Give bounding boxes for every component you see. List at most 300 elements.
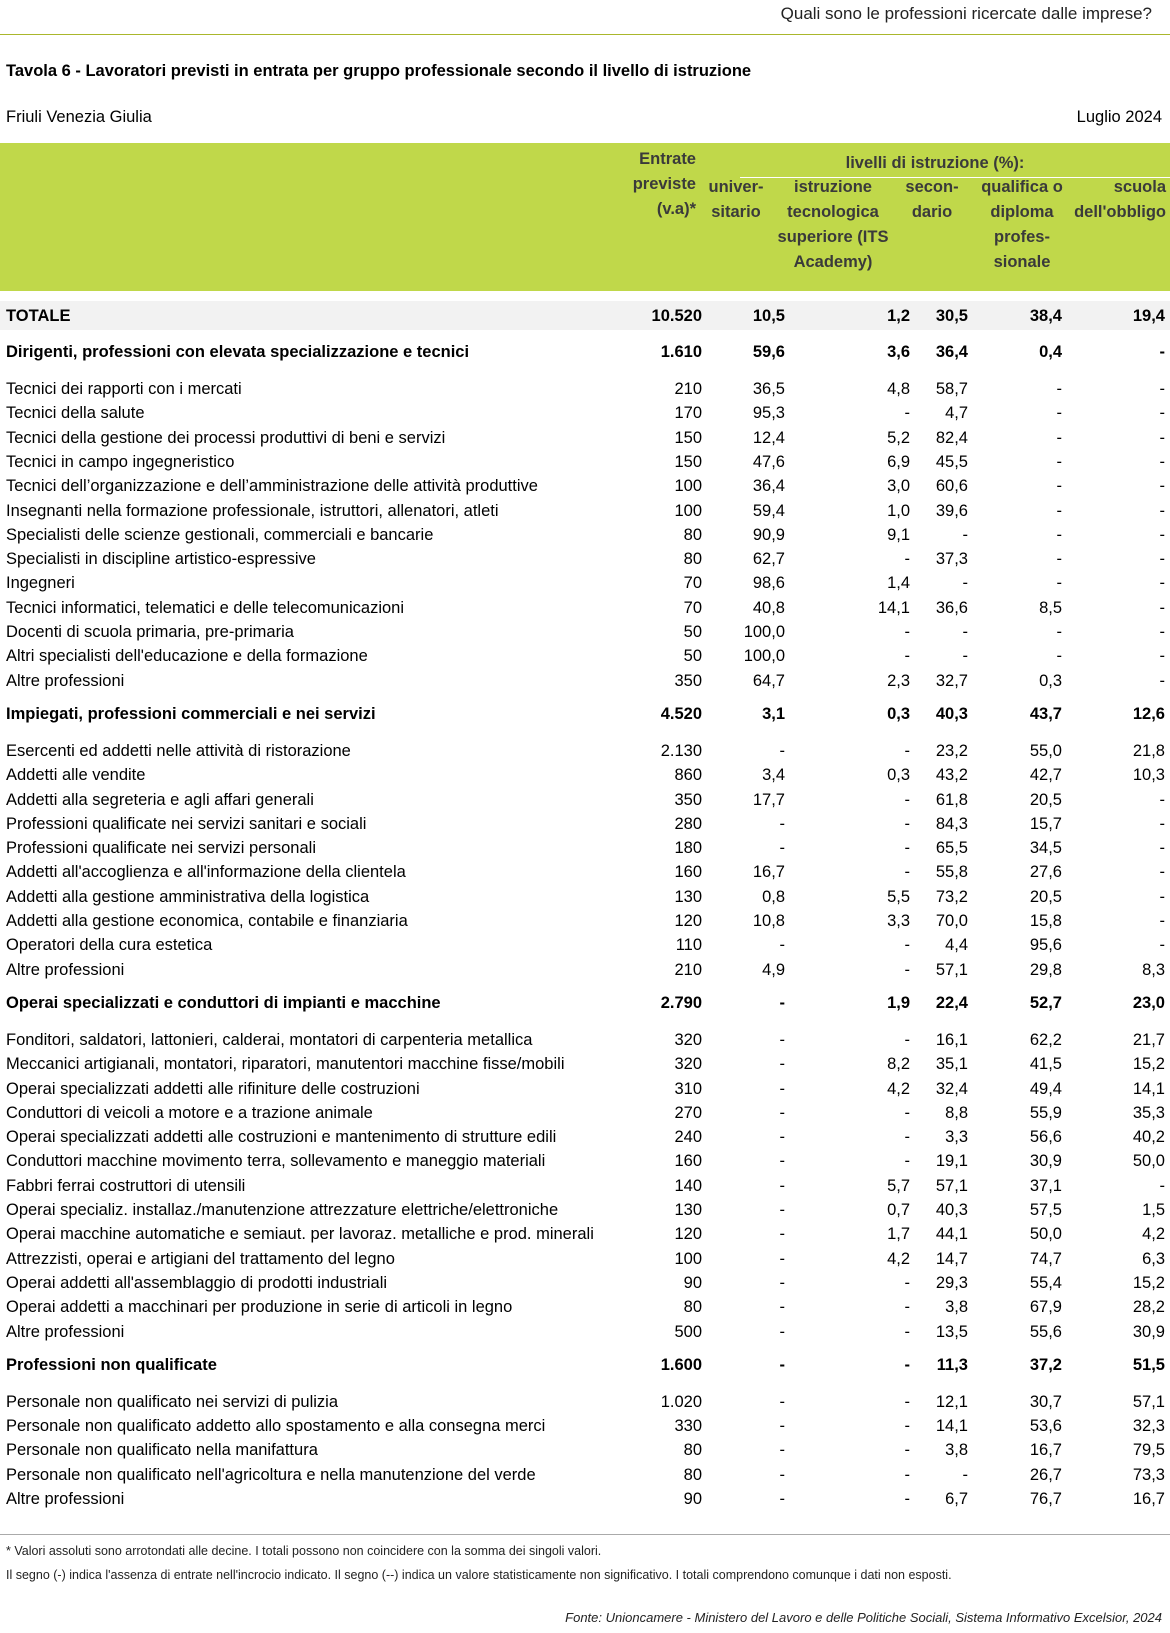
row-value: -	[962, 574, 968, 593]
total-row	[0, 304, 1170, 328]
row-value: 32,7	[935, 671, 968, 690]
row-value: 10,8	[752, 912, 785, 930]
row-value: -	[1159, 380, 1165, 398]
row-value: -	[1159, 790, 1165, 809]
row-value: -	[779, 1441, 785, 1460]
row-value: -	[779, 1273, 785, 1292]
table-row	[0, 788, 1170, 812]
row-value: 50	[683, 623, 702, 641]
row-value: 3,8	[945, 1298, 968, 1317]
row-value: 50,0	[1132, 1152, 1165, 1171]
row-value: 42,7	[1029, 766, 1062, 785]
row-value: -	[1159, 550, 1165, 569]
row-label: Fonditori, saldatori, lattonieri, calderai, montatori di carpenteria metallica	[6, 1030, 533, 1049]
row-value: 2,3	[887, 671, 910, 690]
row-value: -	[904, 1355, 910, 1374]
row-value: -	[779, 1152, 785, 1171]
row-value: 36,4	[935, 343, 968, 361]
row-label: Conduttori di veicoli a motore e a trazione animale	[6, 1103, 373, 1122]
table-row	[0, 571, 1170, 595]
row-value: 70	[683, 574, 702, 593]
table-row	[0, 1271, 1170, 1295]
row-value: 16,7	[1132, 1490, 1165, 1508]
row-value: 500	[674, 1322, 702, 1341]
row-label: Altri specialisti dell'educazione e della formazione	[6, 647, 368, 666]
row-value: 8,2	[887, 1055, 910, 1074]
row-value: 70	[683, 598, 702, 617]
table-title: Tavola 6 - Lavoratori previsti in entrata per gruppo professionale secondo il livello di istruzione	[6, 62, 752, 80]
col-obbligo-header	[1074, 175, 1166, 225]
row-value: 160	[674, 1152, 702, 1171]
table-row	[0, 836, 1170, 860]
row-value: -	[1159, 1176, 1165, 1195]
row-value: 4,2	[887, 1249, 910, 1268]
row-value: 100	[674, 477, 702, 496]
row-value: 57,1	[935, 1176, 968, 1195]
row-value: 1,0	[887, 501, 910, 520]
row-value: 10,3	[1132, 766, 1165, 785]
row-value: 19,4	[1132, 307, 1165, 325]
row-value: 59,6	[752, 343, 785, 361]
col-secondario-line: secon-	[905, 178, 959, 196]
table-row	[0, 812, 1170, 836]
row-value: -	[1159, 574, 1165, 593]
footnote: * Valori assoluti sono arrotondati alle decine. I totali possono non coincidere con la somma dei singoli valori.	[6, 1544, 602, 1558]
row-value: -	[904, 814, 910, 833]
row-value: -	[904, 1128, 910, 1147]
row-value: 50	[683, 647, 702, 666]
page-header-bar	[0, 0, 1170, 35]
group-row	[0, 991, 1170, 1015]
row-value: 240	[674, 1128, 702, 1147]
row-value: 65,5	[935, 839, 968, 858]
col-qualifica-line: diploma	[990, 203, 1054, 221]
row-value: 76,7	[1029, 1490, 1062, 1508]
row-value: -	[1159, 936, 1165, 955]
row-value: 1.020	[660, 1392, 702, 1411]
row-value: 280	[674, 814, 702, 833]
row-value: 1,4	[887, 574, 910, 593]
row-value: 13,5	[935, 1322, 968, 1341]
row-value: 3,3	[887, 912, 910, 930]
row-value: -	[1159, 863, 1165, 882]
row-value: 20,5	[1029, 790, 1062, 809]
row-value: 0,4	[1039, 343, 1062, 361]
table-row	[0, 523, 1170, 547]
row-value: 6,7	[945, 1490, 968, 1508]
row-value: 79,5	[1132, 1441, 1165, 1460]
row-value: 45,5	[935, 452, 968, 471]
row-value: 1.610	[660, 343, 702, 361]
row-label: Operai specializzati addetti alle costruzioni e mantenimento di strutture edili	[6, 1128, 557, 1147]
row-value: -	[779, 814, 785, 833]
row-value: 1,2	[887, 307, 910, 325]
table-row	[0, 958, 1170, 982]
col-entrate-line: previste	[632, 175, 696, 193]
row-value: -	[904, 1152, 910, 1171]
row-value: 210	[674, 380, 702, 398]
row-value: 3,6	[887, 343, 910, 361]
row-value: 350	[674, 671, 702, 690]
row-value: 11,3	[936, 1355, 968, 1374]
row-value: 9,1	[887, 525, 910, 544]
row-value: 12,1	[935, 1392, 968, 1411]
row-label: Personale non qualificato addetto allo spostamento e alla consegna merci	[6, 1417, 546, 1436]
row-value: -	[1056, 380, 1062, 398]
row-value: 50,0	[1029, 1225, 1062, 1244]
row-value: -	[904, 1392, 910, 1411]
row-value: 4,7	[945, 404, 968, 423]
row-value: -	[904, 1465, 910, 1484]
row-value: 58,7	[935, 380, 968, 398]
row-label: Addetti alle vendite	[6, 766, 146, 785]
row-value: 23,0	[1132, 993, 1165, 1012]
row-value: 35,3	[1132, 1103, 1165, 1122]
row-label: Addetti alla gestione amministrativa della logistica	[6, 887, 370, 906]
row-value: 55,8	[935, 863, 968, 882]
row-value: -	[779, 1079, 785, 1098]
row-value: 80	[683, 525, 702, 544]
row-value: 15,8	[1029, 912, 1062, 930]
table-row	[0, 1028, 1170, 1052]
row-value: 32,4	[935, 1079, 968, 1098]
row-value: -	[904, 1298, 910, 1317]
row-label: Personale non qualificato nella manifattura	[6, 1441, 318, 1460]
row-value: 4,2	[1142, 1225, 1165, 1244]
row-value: 27,6	[1029, 863, 1062, 882]
row-value: -	[904, 790, 910, 809]
col-its-line: superiore (ITS	[777, 228, 889, 246]
row-value: -	[779, 1030, 785, 1049]
row-value: 6,3	[1142, 1249, 1165, 1268]
row-value: -	[779, 1298, 785, 1317]
row-value: 120	[674, 912, 702, 930]
row-label: Addetti all'accoglienza e all'informazione della clientela	[6, 863, 406, 882]
row-label: Personale non qualificato nell'agricoltura e nella manutenzione del verde	[6, 1465, 536, 1484]
row-value: 21,8	[1132, 741, 1165, 760]
row-value: -	[779, 1225, 785, 1244]
row-value: 1.600	[660, 1355, 702, 1374]
col-livelli-header: livelli di istruzione (%):	[845, 154, 1025, 172]
row-value: -	[904, 1322, 910, 1341]
col-its-line: tecnologica	[787, 203, 879, 221]
table-row	[0, 1149, 1170, 1173]
row-value: 80	[683, 1441, 702, 1460]
row-value: -	[1159, 452, 1165, 471]
row-value: -	[904, 863, 910, 882]
row-value: 55,0	[1029, 741, 1062, 760]
table-row	[0, 1295, 1170, 1319]
col-obbligo-line: scuola	[1113, 178, 1166, 196]
table-row	[0, 1320, 1170, 1344]
row-value: 16,1	[935, 1030, 968, 1049]
row-value: -	[779, 1103, 785, 1122]
row-value: 15,2	[1132, 1055, 1165, 1074]
row-value: 15,2	[1132, 1273, 1165, 1292]
col-qualifica-line: qualifica o	[981, 178, 1063, 196]
col-its-header	[772, 175, 894, 275]
row-value: -	[962, 1465, 968, 1484]
row-value: 40,8	[752, 598, 785, 617]
table-row	[0, 1390, 1170, 1414]
row-value: 30,7	[1029, 1392, 1062, 1411]
row-label: Altre professioni	[6, 1490, 125, 1508]
row-value: 44,1	[935, 1225, 968, 1244]
row-value: 28,2	[1132, 1298, 1165, 1317]
region-label: Friuli Venezia Giulia	[6, 108, 152, 126]
row-label: Tecnici dell’organizzazione e dell’amministrazione delle attività produttive	[6, 477, 538, 496]
table-row	[0, 1438, 1170, 1462]
row-value: -	[904, 647, 910, 666]
table-row	[0, 1198, 1170, 1222]
row-value: 100	[674, 501, 702, 520]
row-value: 60,6	[935, 477, 968, 496]
table-row	[0, 1414, 1170, 1438]
row-value: 59,4	[752, 501, 785, 520]
row-value: 37,2	[1029, 1355, 1062, 1374]
row-value: 4.520	[660, 704, 702, 723]
row-value: 130	[674, 887, 702, 906]
row-label: Operai macchine automatiche e semiaut. per lavoraz. metalliche e prod. minerali	[6, 1225, 594, 1244]
row-value: 14,1	[935, 1417, 968, 1436]
col-secondario-line: dario	[911, 203, 953, 221]
row-value: -	[904, 1441, 910, 1460]
table-row	[0, 547, 1170, 571]
table-row	[0, 474, 1170, 498]
row-value: 23,2	[935, 741, 968, 760]
row-value: 57,5	[1029, 1201, 1062, 1219]
row-label: Tecnici informatici, telematici e delle telecomunicazioni	[6, 598, 405, 617]
table-row	[0, 499, 1170, 523]
row-value: 10.520	[651, 307, 702, 325]
row-value: -	[962, 525, 968, 544]
group-row	[0, 1353, 1170, 1377]
table-row	[0, 739, 1170, 763]
row-label: Tecnici della salute	[6, 404, 145, 423]
row-value: -	[1159, 887, 1165, 906]
row-value: 29,3	[935, 1273, 968, 1292]
row-value: 4,9	[762, 960, 785, 979]
row-label: Esercenti ed addetti nelle attività di ristorazione	[6, 741, 351, 760]
row-value: 64,7	[752, 671, 785, 690]
row-value: 56,6	[1029, 1128, 1062, 1147]
row-value: -	[779, 1128, 785, 1147]
row-value: 67,9	[1029, 1298, 1062, 1317]
col-its-line: istruzione	[794, 178, 872, 196]
row-value: 55,9	[1029, 1103, 1062, 1122]
row-value: 0,3	[887, 766, 910, 785]
table-row	[0, 596, 1170, 620]
row-value: 12,6	[1132, 704, 1165, 723]
row-value: 3,3	[945, 1128, 968, 1147]
row-value: -	[1056, 525, 1062, 544]
row-value: 320	[674, 1030, 702, 1049]
row-value: 8,8	[945, 1103, 968, 1122]
row-label: Tecnici della gestione dei processi produttivi di beni e servizi	[6, 428, 446, 447]
row-value: 37,1	[1029, 1176, 1062, 1195]
table-row	[0, 933, 1170, 957]
row-value: 19,1	[935, 1152, 968, 1171]
row-value: 210	[674, 960, 702, 979]
row-value: -	[904, 1417, 910, 1436]
row-value: 3,4	[762, 766, 785, 785]
row-label: Operai specializzati e conduttori di impianti e macchine	[6, 993, 441, 1012]
row-value: 21,7	[1132, 1030, 1165, 1049]
row-label: Personale non qualificato nei servizi di pulizia	[6, 1392, 339, 1411]
col-entrate-line: Entrate	[639, 150, 696, 168]
row-value: -	[1159, 814, 1165, 833]
row-value: -	[1056, 647, 1062, 666]
row-value: -	[1056, 550, 1062, 569]
row-value: 350	[674, 790, 702, 809]
row-value: 38,4	[1029, 307, 1062, 325]
row-value: -	[1159, 671, 1165, 690]
col-entrate-header	[633, 147, 696, 222]
row-value: 150	[674, 428, 702, 447]
row-value: 49,4	[1029, 1079, 1062, 1098]
row-value: -	[1159, 598, 1165, 617]
row-value: 95,6	[1029, 936, 1062, 955]
row-value: 52,7	[1029, 993, 1062, 1012]
row-value: 80	[683, 550, 702, 569]
row-label: TOTALE	[6, 307, 71, 325]
row-label: Docenti di scuola primaria, pre-primaria	[6, 623, 294, 641]
col-its-line: Academy)	[793, 253, 873, 271]
row-value: 62,7	[752, 550, 785, 569]
row-value: 70,0	[935, 912, 968, 930]
row-value: -	[779, 1201, 785, 1219]
table-row	[0, 1052, 1170, 1076]
table-row	[0, 1222, 1170, 1246]
row-value: 73,3	[1132, 1465, 1165, 1484]
row-value: 5,2	[887, 428, 910, 447]
row-value: 57,1	[935, 960, 968, 979]
row-value: 61,8	[935, 790, 968, 809]
row-label: Operai specializzati addetti alle rifiniture delle costruzioni	[6, 1079, 420, 1098]
row-value: 98,6	[752, 574, 785, 593]
row-value: 73,2	[935, 887, 968, 906]
row-value: -	[904, 1490, 910, 1508]
row-label: Impiegati, professioni commerciali e nei servizi	[6, 704, 376, 723]
row-value: -	[779, 1490, 785, 1508]
row-value: -	[1159, 839, 1165, 858]
row-value: 40,3	[935, 1201, 968, 1219]
row-value: 36,4	[752, 477, 785, 496]
row-value: 16,7	[752, 863, 785, 882]
row-label: Altre professioni	[6, 960, 125, 979]
row-value: 4,4	[945, 936, 968, 955]
row-value: 40,3	[935, 704, 968, 723]
row-label: Fabbri ferrai costruttori di utensili	[6, 1176, 246, 1195]
row-value: -	[904, 550, 910, 569]
row-value: 14,1	[877, 598, 910, 617]
row-value: 130	[674, 1201, 702, 1219]
row-value: -	[904, 741, 910, 760]
row-value: 90,9	[752, 525, 785, 544]
row-value: 120	[674, 1225, 702, 1244]
row-value: 0,8	[762, 887, 785, 906]
col-secondario-header	[894, 175, 970, 225]
row-value: 4,8	[887, 380, 910, 398]
row-value: 12,4	[752, 428, 785, 447]
row-value: -	[1159, 525, 1165, 544]
row-value: -	[1159, 912, 1165, 930]
row-label: Altre professioni	[6, 671, 125, 690]
col-obbligo-line: dell'obbligo	[1074, 203, 1166, 221]
row-value: 160	[674, 863, 702, 882]
row-value: -	[904, 839, 910, 858]
row-value: 17,7	[752, 790, 785, 809]
row-value: -	[779, 1417, 785, 1436]
row-value: 34,5	[1029, 839, 1062, 858]
group-row	[0, 340, 1170, 364]
row-value: -	[904, 1103, 910, 1122]
col-qualifica-line: sionale	[993, 253, 1051, 271]
col-entrate-line: (v.a)*	[656, 200, 696, 218]
row-value: -	[904, 404, 910, 423]
row-value: 310	[674, 1079, 702, 1098]
row-value: 80	[683, 1465, 702, 1484]
row-value: -	[1159, 404, 1165, 423]
row-value: 140	[674, 1176, 702, 1195]
row-label: Altre professioni	[6, 1322, 125, 1341]
row-value: -	[1159, 623, 1165, 641]
row-label: Conduttori macchine movimento terra, sollevamento e maneggio materiali	[6, 1152, 546, 1171]
col-universitario-line: univer-	[708, 178, 764, 196]
row-value: 0,3	[887, 704, 910, 723]
row-value: -	[962, 623, 968, 641]
row-value: -	[904, 960, 910, 979]
col-universitario-header	[700, 175, 772, 225]
row-label: Professioni qualificate nei servizi sanitari e sociali	[6, 814, 367, 833]
row-value: -	[904, 623, 910, 641]
row-value: -	[1056, 428, 1062, 447]
row-value: 6,9	[887, 452, 910, 471]
row-value: -	[1159, 343, 1165, 361]
footnote: Il segno (-) indica l'assenza di entrate nell'incrocio indicato. Il segno (--) indica un valore statisticamente non significativo. I totali comprendono comunque i dati non esposti.	[6, 1568, 952, 1582]
row-value: 80	[683, 1298, 702, 1317]
source-note: Fonte: Unioncamere - Ministero del Lavoro e delle Politiche Sociali, Sistema Informativo Excelsior, 2024	[565, 1610, 1162, 1625]
row-label: Tecnici dei rapporti con i mercati	[6, 380, 242, 398]
row-value: 1,5	[1142, 1201, 1165, 1219]
row-value: 20,5	[1029, 887, 1062, 906]
row-value: 4,2	[887, 1079, 910, 1098]
row-value: 55,4	[1029, 1273, 1062, 1292]
table-row	[0, 669, 1170, 693]
row-value: 100,0	[743, 647, 785, 666]
table-row	[0, 450, 1170, 474]
row-value: -	[779, 1465, 785, 1484]
row-value: 29,8	[1029, 960, 1062, 979]
row-label: Professioni non qualificate	[6, 1355, 217, 1374]
row-value: 8,3	[1142, 960, 1165, 979]
row-value: -	[904, 1030, 910, 1049]
row-value: 270	[674, 1103, 702, 1122]
row-value: 16,7	[1029, 1441, 1062, 1460]
row-label: Addetti alla segreteria e agli affari generali	[6, 790, 314, 809]
row-value: 51,5	[1132, 1355, 1165, 1374]
row-value: -	[779, 1322, 785, 1341]
row-value: -	[779, 1176, 785, 1195]
row-value: -	[904, 1273, 910, 1292]
row-value: 320	[674, 1055, 702, 1074]
row-value: -	[1159, 428, 1165, 447]
row-value: 82,4	[935, 428, 968, 447]
table-row	[0, 1487, 1170, 1511]
row-value: 110	[675, 936, 702, 955]
section-question: Quali sono le professioni ricercate dalle imprese?	[780, 4, 1152, 23]
row-value: -	[779, 936, 785, 955]
